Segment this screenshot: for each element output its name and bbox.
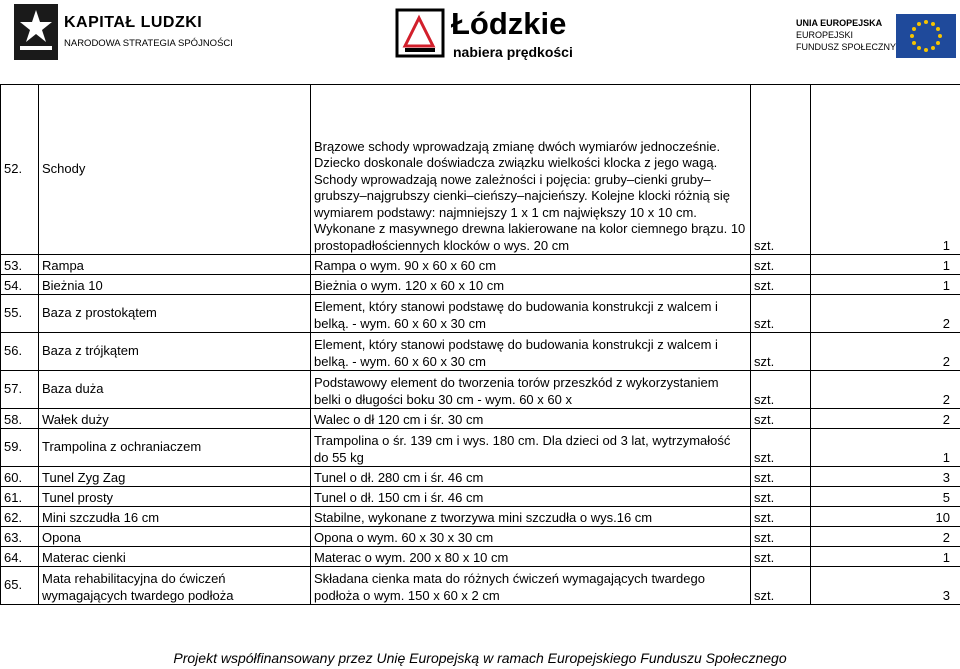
right-logo-line2: EUROPEJSKI [796, 30, 854, 40]
row-name: Trampolina z ochraniaczem [39, 429, 311, 467]
row-number: 55. [1, 295, 39, 333]
row-number: 59. [1, 429, 39, 467]
table-row [1, 487, 960, 507]
row-unit: szt. [751, 429, 811, 467]
row-name: Baza z prostokątem [39, 295, 311, 333]
row-quantity: 10 [811, 507, 960, 527]
row-description: Podstawowy element do tworzenia torów przeszkód z wykorzystaniem belki o długości boku 30 cm - wym. 60 x 60 x [311, 371, 751, 409]
table-row [1, 507, 960, 527]
table-row [1, 333, 960, 371]
row-number: 62. [1, 507, 39, 527]
eu-logo [796, 14, 960, 64]
table-row [1, 295, 960, 333]
row-description: Element, który stanowi podstawę do budowania konstrukcji z walcem i belką. - wym. 60 x 60 x 30 cm [311, 333, 751, 371]
row-unit: szt. [751, 409, 811, 429]
row-quantity: 2 [811, 295, 960, 333]
table-row [1, 255, 960, 275]
row-description: Opona o wym. 60 x 30 x 30 cm [311, 527, 751, 547]
row-unit: szt. [751, 371, 811, 409]
row-number: 53. [1, 255, 39, 275]
kapital-ludzki-emblem-icon [14, 4, 58, 60]
row-unit: szt. [751, 547, 811, 567]
row-quantity: 1 [811, 85, 960, 255]
table-row [1, 467, 960, 487]
row-quantity: 2 [811, 333, 960, 371]
row-description: Trampolina o śr. 139 cm i wys. 180 cm. Dla dzieci od 3 lat, wytrzymałość do 55 kg [311, 429, 751, 467]
lodzkie-emblem-icon [395, 6, 447, 62]
row-number: 61. [1, 487, 39, 507]
row-name: Materac cienki [39, 547, 311, 567]
row-name: Baza z trójkątem [39, 333, 311, 371]
row-quantity: 1 [811, 275, 960, 295]
row-number: 60. [1, 467, 39, 487]
row-unit: szt. [751, 333, 811, 371]
table-row [1, 371, 960, 409]
row-quantity: 2 [811, 409, 960, 429]
row-name: Baza duża [39, 371, 311, 409]
row-unit: szt. [751, 467, 811, 487]
row-number: 54. [1, 275, 39, 295]
table-row [1, 275, 960, 295]
row-number: 63. [1, 527, 39, 547]
row-description: Stabilne, wykonane z tworzywa mini szczudła o wys.16 cm [311, 507, 751, 527]
row-description: Walec o dł 120 cm i śr. 30 cm [311, 409, 751, 429]
right-logo-line3: FUNDUSZ SPOŁECZNY [796, 42, 897, 52]
lodzkie-logo [395, 6, 595, 66]
row-unit: szt. [751, 255, 811, 275]
table-row [1, 85, 960, 255]
row-unit: szt. [751, 567, 811, 605]
row-name: Opona [39, 527, 311, 547]
row-description: Rampa o wym. 90 x 60 x 60 cm [311, 255, 751, 275]
table-row [1, 409, 960, 429]
row-number: 52. [1, 85, 39, 255]
table-row [1, 547, 960, 567]
row-name: Mata rehabilitacyjna do ćwiczeń wymagających twardego podłoża [39, 567, 311, 605]
page-header [0, 0, 960, 82]
row-quantity: 3 [811, 467, 960, 487]
row-quantity: 1 [811, 429, 960, 467]
center-logo-title: Łódzkie [451, 6, 567, 41]
row-name: Mini szczudła 16 cm [39, 507, 311, 527]
page-footer: Projekt współfinansowany przez Unię Europejską w ramach Europejskiego Funduszu Społecznego [173, 650, 787, 666]
row-name: Wałek duży [39, 409, 311, 429]
row-number: 57. [1, 371, 39, 409]
row-quantity: 5 [811, 487, 960, 507]
row-number: 64. [1, 547, 39, 567]
row-quantity: 2 [811, 527, 960, 547]
row-name: Bieżnia 10 [39, 275, 311, 295]
row-description: Tunel o dł. 280 cm i śr. 46 cm [311, 467, 751, 487]
row-number: 56. [1, 333, 39, 371]
row-quantity: 1 [811, 255, 960, 275]
row-description: Materac o wym. 200 x 80 x 10 cm [311, 547, 751, 567]
row-description: Bieżnia o wym. 120 x 60 x 10 cm [311, 275, 751, 295]
center-logo-subtitle: nabiera prędkości [453, 44, 573, 60]
row-name: Rampa [39, 255, 311, 275]
left-logo-subtitle: NARODOWA STRATEGIA SPÓJNOŚCI [64, 38, 233, 49]
row-quantity: 3 [811, 567, 960, 605]
row-unit: szt. [751, 85, 811, 255]
left-logo-title: KAPITAŁ LUDZKI [64, 14, 203, 31]
row-name: Tunel Zyg Zag [39, 467, 311, 487]
row-quantity: 2 [811, 371, 960, 409]
eu-flag-icon [896, 14, 956, 58]
row-unit: szt. [751, 507, 811, 527]
right-logo-line1: UNIA EUROPEJSKA [796, 18, 883, 28]
table-row [1, 429, 960, 467]
row-description: Składana cienka mata do różnych ćwiczeń wymagających twardego podłoża o wym. 150 x 60 x 2 cm [311, 567, 751, 605]
table-row [1, 567, 960, 605]
row-quantity: 1 [811, 547, 960, 567]
row-description: Brązowe schody wprowadzają zmianę dwóch wymiarów jednocześnie. Dziecko doskonale doświadcza związku wielkości klocka z jego wagą. Schody wprowadzają nowe zależności i pojęcia: gruby–cienki gruby–grubszy–najgrubszy cienki–cieńszy–najcieńszy. Kolejne klocki różnią się wymiarem podstawy: najmniejszy 1 x 1 cm największy 10 x 10 cm. Wykonane z masywnego drewna lakierowane na kolor ciemnego brązu. 10 prostopadłościennych klocków o wys. 20 cm [311, 85, 751, 255]
table-row [1, 527, 960, 547]
kapital-ludzki-logo [14, 4, 244, 64]
row-description: Tunel o dł. 150 cm i śr. 46 cm [311, 487, 751, 507]
row-number: 65. [1, 567, 39, 605]
row-description: Element, który stanowi podstawę do budowania konstrukcji z walcem i belką. - wym. 60 x 60 x 30 cm [311, 295, 751, 333]
row-unit: szt. [751, 295, 811, 333]
row-unit: szt. [751, 275, 811, 295]
items-table [0, 84, 960, 605]
row-number: 58. [1, 409, 39, 429]
row-name: Tunel prosty [39, 487, 311, 507]
row-unit: szt. [751, 527, 811, 547]
row-unit: szt. [751, 487, 811, 507]
row-name: Schody [39, 85, 311, 255]
